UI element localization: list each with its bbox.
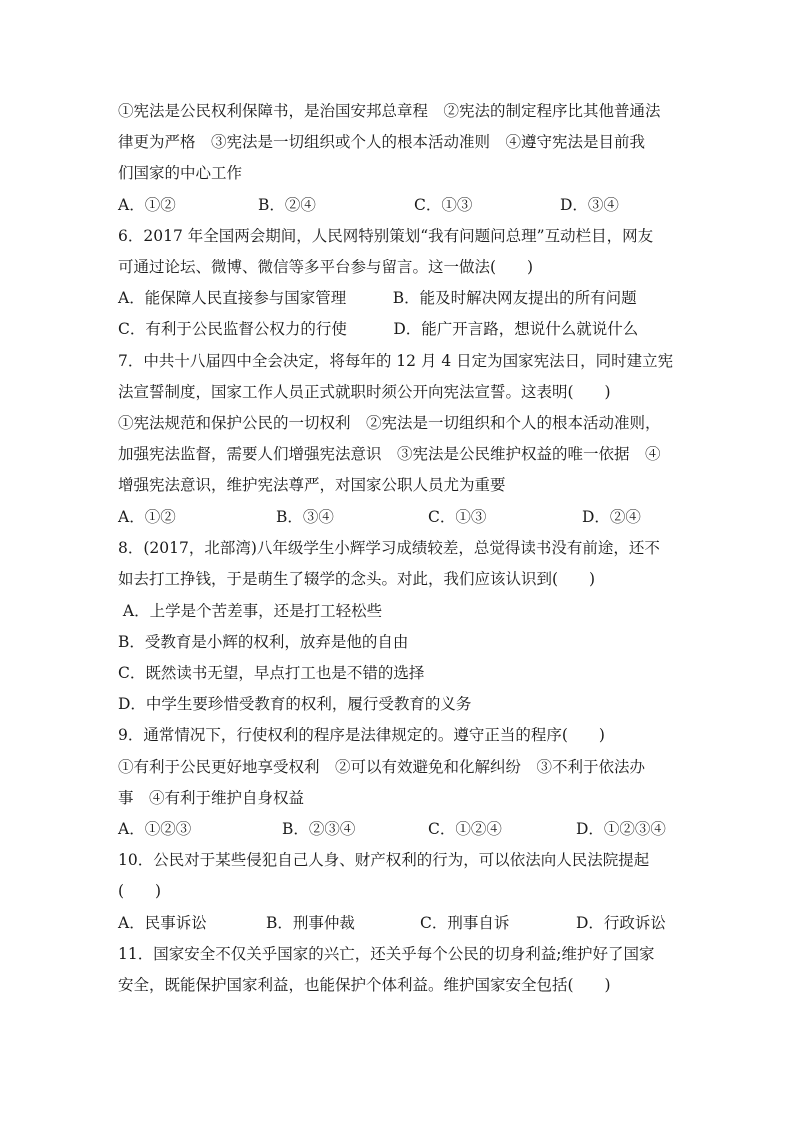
q5-option-b: B．②④ — [258, 196, 316, 214]
q5-option-a: A．①② — [118, 196, 176, 214]
q9-option-c: C．①②④ — [428, 820, 502, 838]
q5-option-d: D．③④ — [560, 196, 619, 214]
q9-option-d: D．①②③④ — [576, 820, 666, 838]
q7-option-a: A．①② — [118, 508, 176, 526]
q5-statements-line-2: 律更为严格 ③宪法是一切组织或个人的根本活动准则 ④遵守宪法是目前我 — [118, 133, 646, 151]
q8-stem-line-1: 8．(2017，北部湾)八年级学生小辉学习成绩较差，总觉得读书没有前途，还不 — [118, 539, 660, 557]
q8-stem-line-2: 如去打工挣钱，于是萌生了辍学的念头。对此，我们应该认识到( ) — [118, 570, 596, 588]
q6-options-ab: A．能保障人民直接参与国家管理 B．能及时解决网友提出的所有问题 — [118, 289, 637, 307]
q7-statements-line-2: 加强宪法监督，需要人们增强宪法意识 ③宪法是公民维护权益的唯一依据 ④ — [118, 445, 661, 463]
q9-statements-line-2: 事 ④有利于维护自身权益 — [118, 789, 305, 807]
q7-option-c: C．①③ — [428, 508, 487, 526]
q11-stem-line-1: 11．国家安全不仅关乎国家的兴亡，还关乎每个公民的切身利益;维护好了国家 — [118, 945, 655, 963]
q8-option-c: C．既然读书无望，早点打工也是不错的选择 — [118, 664, 425, 682]
q5-option-c: C．①③ — [414, 196, 473, 214]
q7-statements-line-3: 增强宪法意识，维护宪法尊严，对国家公职人员尤为重要 — [118, 476, 506, 494]
q8-option-d: D．中学生要珍惜受教育的权利，履行受教育的义务 — [118, 695, 472, 713]
q9-stem: 9．通常情况下，行使权利的程序是法律规定的。遵守正当的程序( ) — [118, 726, 605, 744]
q7-option-d: D．②④ — [582, 508, 641, 526]
q10-option-c: C．刑事自诉 — [420, 914, 510, 932]
q7-option-b: B．③④ — [276, 508, 334, 526]
q6-stem-line-1: 6．2017 年全国两会期间，人民网特别策划“我有问题问总理”互动栏目，网友 — [118, 227, 654, 245]
q8-option-b: B．受教育是小辉的权利，放弃是他的自由 — [118, 633, 409, 651]
q5-statements-line-1: ①宪法是公民权利保障书，是治国安邦总章程 ②宪法的制定程序比其他普通法 — [118, 102, 661, 120]
q8-option-a: A．上学是个苦差事，还是打工轻松些 — [118, 602, 383, 620]
q5-statements-line-3: 们国家的中心工作 — [118, 164, 243, 182]
q10-option-a: A．民事诉讼 — [118, 914, 207, 932]
q7-stem-line-1: 7．中共十八届四中全会决定，将每年的 12 月 4 日定为国家宪法日，同时建立宪 — [118, 352, 674, 370]
q11-stem-line-2: 安全，既能保护国家利益，也能保护个体利益。维护国家安全包括( ) — [118, 976, 611, 994]
q10-option-b: B．刑事仲裁 — [266, 914, 355, 932]
q10-stem-line-2: ( ) — [118, 882, 162, 900]
q6-stem-line-2: 可通过论坛、微博、微信等多平台参与留言。这一做法( ) — [118, 258, 534, 276]
q7-stem-line-2: 法宣誓制度，国家工作人员正式就职时须公开向宪法宣誓。这表明( ) — [118, 383, 611, 401]
q6-options-cd: C．有利于公民监督公权力的行使 D．能广开言路，想说什么就说什么 — [118, 320, 639, 338]
q10-stem-line-1: 10．公民对于某些侵犯自己人身、财产权利的行为，可以依法向人民法院提起 — [118, 851, 650, 869]
q9-option-a: A．①②③ — [118, 820, 192, 838]
q10-option-d: D．行政诉讼 — [576, 914, 666, 932]
q9-option-b: B．②③④ — [282, 820, 356, 838]
q9-statements-line-1: ①有利于公民更好地享受权利 ②可以有效避免和化解纠纷 ③不利于依法办 — [118, 758, 646, 776]
q7-statements-line-1: ①宪法规范和保护公民的一切权利 ②宪法是一切组织和个人的根本活动准则， — [118, 414, 661, 432]
